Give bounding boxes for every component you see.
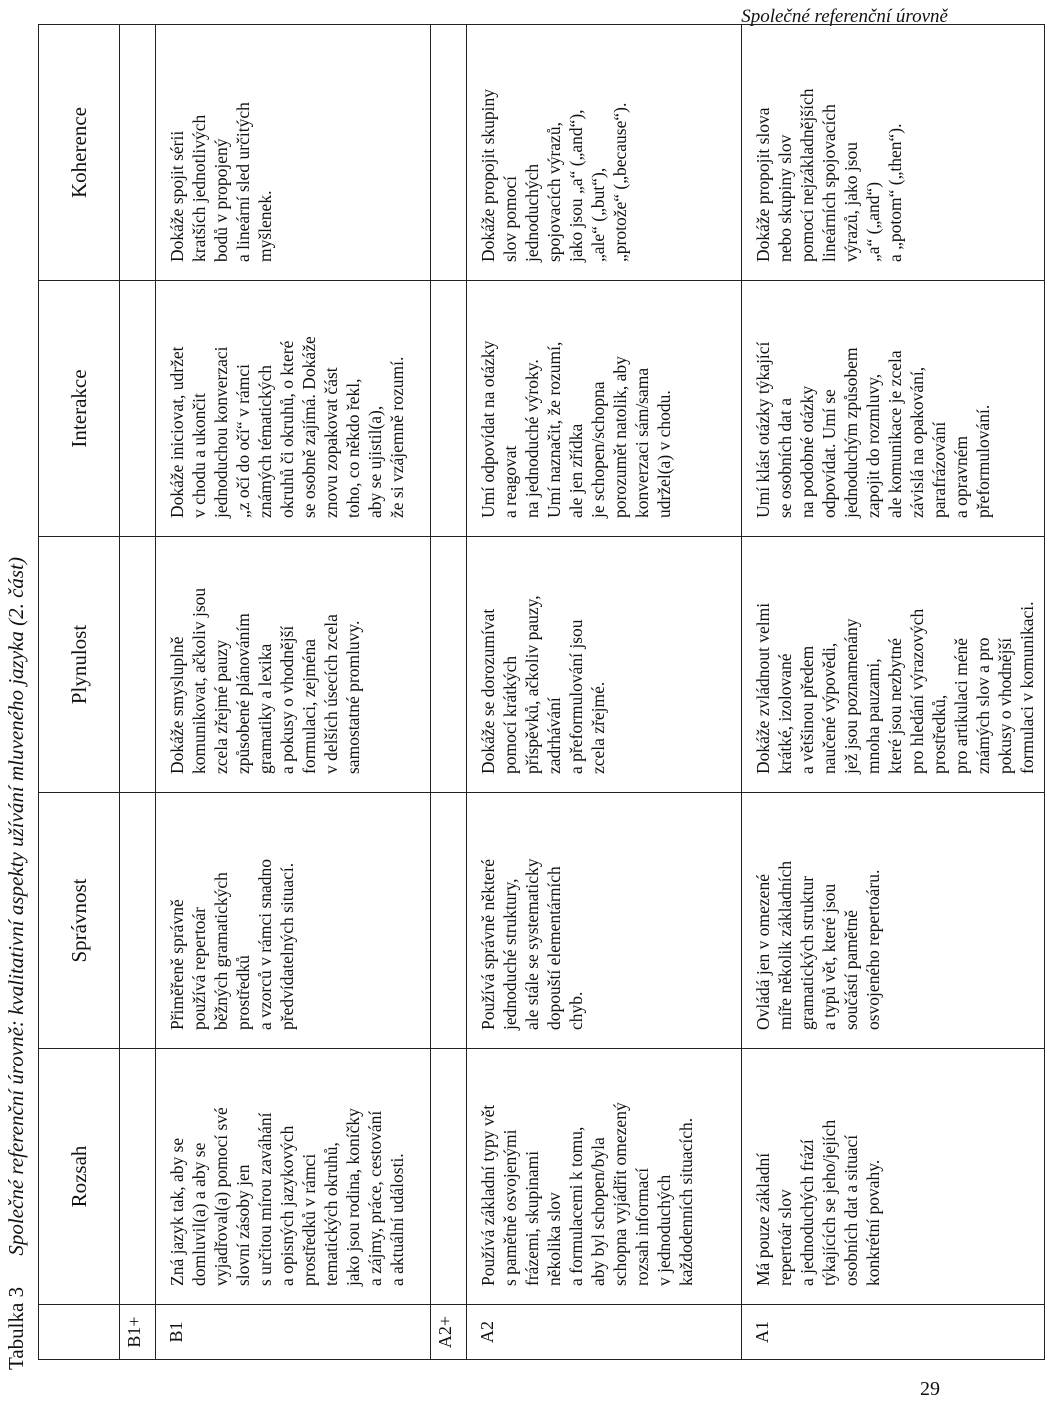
cell-text: Dokáže propojit skupiny slov pomocí jednoduchých spojovacích výrazů, jako jsou „a“ („and“), „ale“ („but“), „protože“ („because“). — [478, 88, 630, 262]
table-row — [156, 25, 431, 1360]
cell-text: Dokáže zvládnout velmi krátké, izolované a většinou předem naučené výpovědi, jež jsou poznamenány mnoha pauzami, které jsou nezbytné pro hledání výrazových prostředků, pro artikulaci méně známých slov a pro pokusy o vhodnější formulaci v komunikaci. — [753, 601, 1037, 774]
cell-text: Má pouze základní repertoár slov a jednoduchých frází týkajících se jeho/jejích osobních dat a situací konkrétní povahy. — [753, 1119, 883, 1286]
table-row — [120, 25, 156, 1360]
cell-text: Dokáže smysluplně komunikovat, ačkoliv jsou zcela zřejmé pauzy způsobené plánováním gramatiky a lexika a pokusy o vhodnější formulaci, zejména v delších úsecích zcela samostatné promluvy. — [167, 587, 363, 774]
header-interakce: Interakce — [39, 281, 120, 537]
table-cell — [467, 25, 742, 281]
running-head: Společné referenční úrovně — [741, 6, 948, 27]
header-rozsah: Rozsah — [39, 1049, 120, 1305]
table-cell — [467, 1049, 742, 1305]
cell-text: Dokáže se dorozumívat pomocí krátkých příspěvků, ačkoliv pauzy, zadrhávání a přeformulování jsou zcela zřejmé. — [478, 595, 608, 774]
table-cell — [431, 793, 467, 1049]
table-cell — [120, 281, 156, 537]
table-row — [431, 25, 467, 1360]
table-cell — [467, 793, 742, 1049]
table-caption — [0, 20, 32, 1370]
header-koherence: Koherence — [39, 25, 120, 281]
table-cell — [156, 793, 431, 1049]
table-cell — [156, 537, 431, 793]
table-cell — [742, 793, 1045, 1049]
table-row — [742, 25, 1045, 1360]
cell-text: Umí klást otázky týkající se osobních dat a na podobné otázky odpovídat. Umí se jednoduchým způsobem zapojit do rozmluvy, ale komunikace je zcela závislá na opakování, parafrázování a opravném přeformulování. — [753, 341, 993, 518]
table-cell — [467, 537, 742, 793]
table-cell — [742, 537, 1045, 793]
cell-text: Přiměřeně správně používá repertoár běžných gramatických prostředků a vzorců v rámci snadno předvídatelných situací. — [167, 858, 297, 1030]
table-cell — [120, 25, 156, 281]
table-cell — [467, 281, 742, 537]
cell-text: Dokáže iniciovat, udržet v chodu a ukončit jednoduchou konverzaci „z očí do očí“ v rámci známých tématických okruhů či okruhů, o které se osobně zajímá. Dokáže znovu zopakovat část toho, co někdo řekl, aby se ujistil(a), že si vzájemně rozumí. — [167, 336, 407, 518]
reference-levels-table — [38, 24, 1045, 1360]
table-cell — [156, 25, 431, 281]
level-label: B1+ — [120, 1305, 156, 1360]
cell-text: Používá správně některé jednoduché struktury, ale stále se systematicky dopouští elementárních chyb. — [478, 858, 586, 1030]
level-label: A1 — [742, 1305, 1045, 1360]
table-cell — [156, 281, 431, 537]
table-cell — [156, 1049, 431, 1305]
header-level — [39, 1305, 120, 1360]
cell-text: Ovládá jen v omezené míře několik základních gramatických struktur a typů vět, které jsou součástí pamětně osvojeného repertoáru. — [753, 860, 883, 1030]
cell-text: Umí odpovídat na otázky a reagovat na jednoduché výroky. Umí naznačit, že rozumí, ale jen zřídka je schopen/schopna porozumět natolik, aby konverzaci sám/sama udržel(a) v chodu. — [478, 340, 674, 518]
cell-text: Zná jazyk tak, aby se domluvil(a) a aby se vyjadřoval(a) pomocí své slovní zásoby jen s určitou mírou zaváhání a opisných jazykových prostředků v rámci tematických okruhů, jako jsou rodina, koníčky a zájmy, práce, cestování a aktuální události. — [167, 1107, 407, 1286]
level-label: B1 — [156, 1305, 431, 1360]
table-cell — [431, 25, 467, 281]
cell-text: Dokáže propojit slova nebo skupiny slov pomocí nejzákladnějších lineárních spojovacích výrazů, jako jsou „a“ („and“) a „potom“ („then“). — [753, 88, 905, 262]
table-cell — [742, 1049, 1045, 1305]
table-cell — [120, 793, 156, 1049]
level-label: A2+ — [431, 1305, 467, 1360]
rotated-table-region — [0, 20, 1037, 1370]
table-cell — [742, 281, 1045, 537]
table-cell — [431, 1049, 467, 1305]
caption-label: Tabulka 3 — [4, 1286, 28, 1370]
cell-text: Dokáže spojit sérii kratších jednotlivých bodů v propojený a lineární sled určitých myšlenek. — [167, 102, 275, 262]
table-cell — [120, 1049, 156, 1305]
table-cell — [431, 537, 467, 793]
page-number: 29 — [920, 1378, 940, 1400]
header-spravnost: Správnost — [39, 793, 120, 1049]
table-cell — [742, 25, 1045, 281]
table-cell — [120, 537, 156, 793]
caption-title: Společné referenční úrovně: kvalitativní aspekty užívání mluveného jazyka (2. část) — [4, 557, 28, 1256]
level-label: A2 — [467, 1305, 742, 1360]
header-row — [39, 25, 120, 1360]
header-plynulost: Plynulost — [39, 537, 120, 793]
table-cell — [431, 281, 467, 537]
table-row — [467, 25, 742, 1360]
cell-text: Používá základní typy vět s pamětně osvojenými frázemi, skupinami několika slov a formulacemi k tomu, aby byl schopen/byla schopna vyjádřit omezený rozsah informací v jednoduchých každodenních situacích. — [478, 1102, 696, 1286]
